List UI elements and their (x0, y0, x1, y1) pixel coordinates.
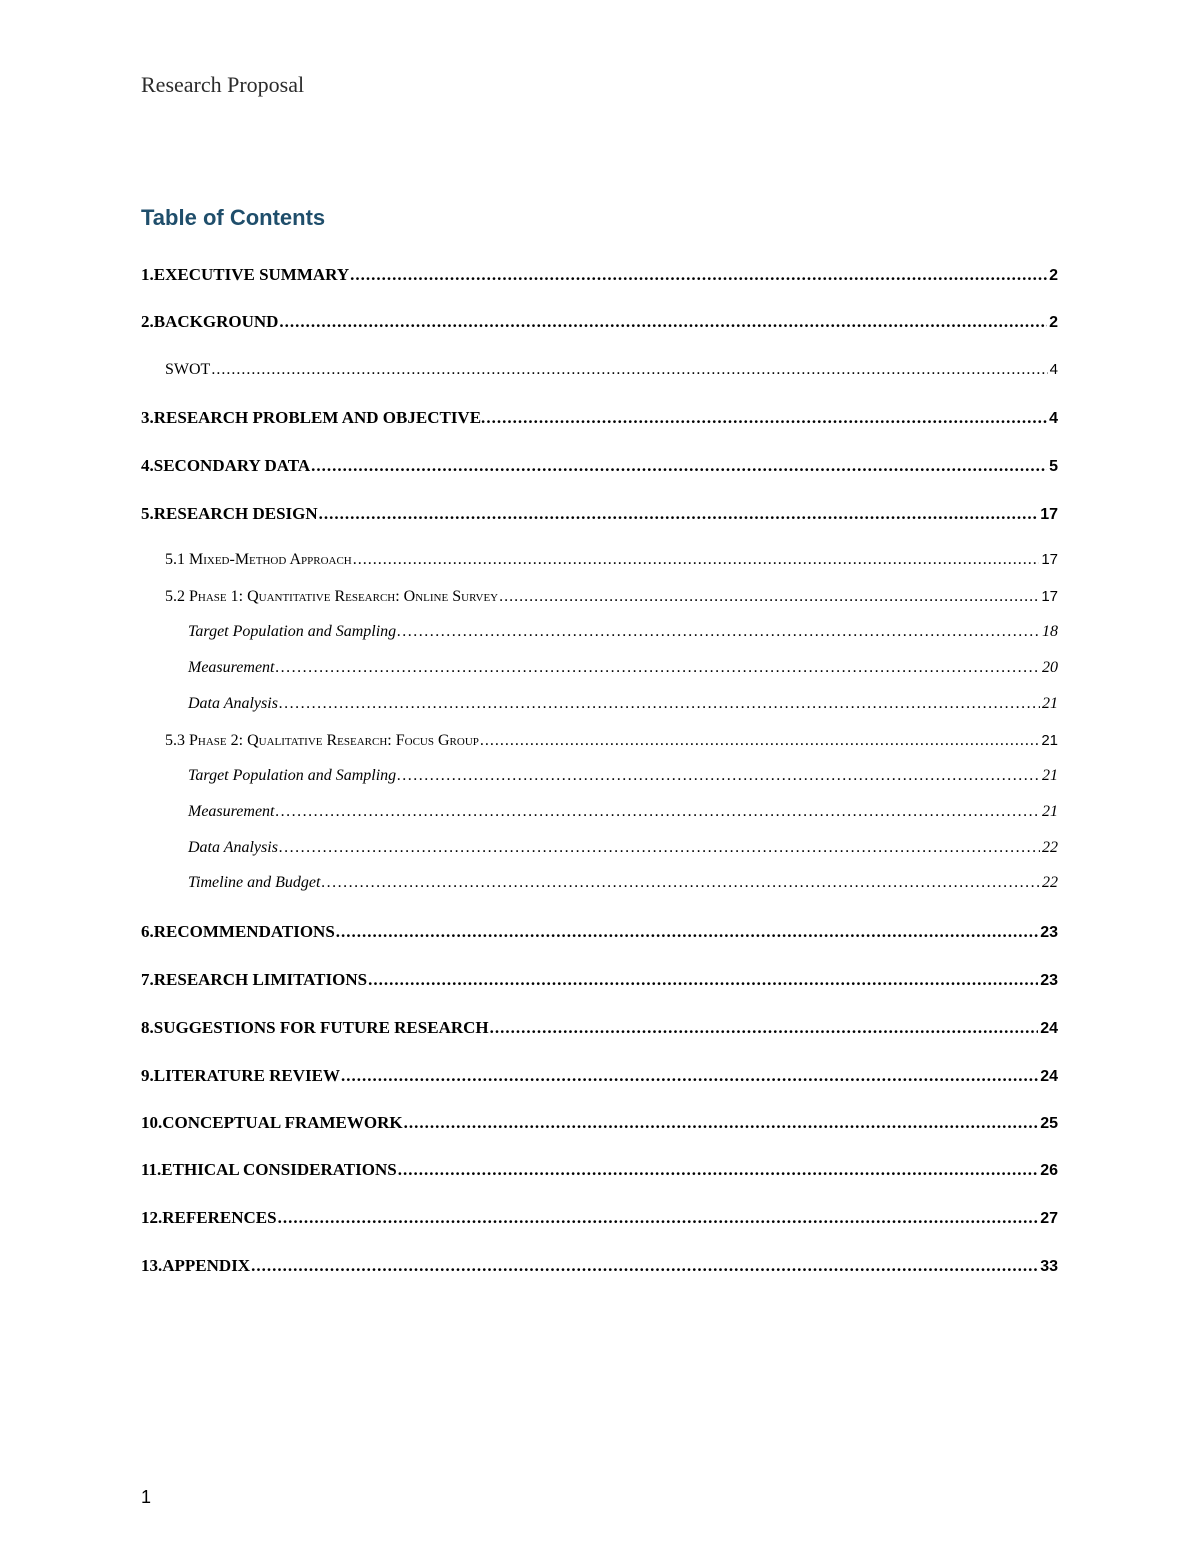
toc-entry-label: 1.EXECUTIVE SUMMARY (141, 265, 350, 284)
toc-entry-page: 22 (1042, 839, 1058, 856)
dot-leader (311, 456, 1047, 476)
toc-entry-page: 21 (1042, 803, 1058, 820)
toc-entry-phase-2[interactable] (165, 732, 1058, 750)
toc-entry-page: 20 (1042, 659, 1058, 676)
toc-entry-swot[interactable] (165, 361, 1058, 379)
toc-entry-page: 4 (1049, 410, 1058, 427)
toc-heading: Table of Contents (141, 205, 326, 230)
document-header: Research Proposal (141, 72, 305, 97)
dot-leader (353, 551, 1040, 569)
toc-entry-label: 9.LITERATURE REVIEW (141, 1066, 341, 1085)
toc-entry-label: Measurement (188, 803, 275, 820)
toc-entry-page: 23 (1040, 924, 1058, 941)
toc-entry-label: Target Population and Sampling (188, 767, 397, 784)
dot-leader (368, 970, 1038, 990)
toc-entry-label: 5.RESEARCH DESIGN (141, 504, 318, 523)
dot-leader (350, 265, 1047, 285)
toc-entry-references[interactable] (141, 1208, 1058, 1228)
toc-entry-label: 5.3 Phase 2: Qualitative Research: Focus Group (165, 732, 479, 749)
dot-leader (490, 1018, 1039, 1038)
toc-entry-label: 4.SECONDARY DATA (141, 456, 311, 475)
toc-entry-executive-summary[interactable] (141, 265, 1058, 285)
toc-entry-conceptual-framework[interactable] (141, 1113, 1058, 1133)
toc-entry-label: Data Analysis (188, 839, 278, 856)
toc-entry-page: 17 (1041, 551, 1058, 568)
toc-entry-page: 33 (1040, 1258, 1058, 1275)
toc-entry-label: Target Population and Sampling (188, 623, 397, 640)
toc-entry-label: 5.2 Phase 1: Quantitative Research: Online Survey (165, 588, 499, 605)
toc-entry-phase2-data-analysis[interactable] (188, 839, 1058, 857)
dot-leader (278, 1208, 1039, 1228)
toc-entry-page: 21 (1041, 732, 1058, 749)
toc-entry-page: 23 (1040, 972, 1058, 989)
dot-leader (397, 767, 1040, 785)
toc-entry-mixed-method[interactable] (165, 551, 1058, 569)
toc-entry-phase1-data-analysis[interactable] (188, 695, 1058, 713)
dot-leader (398, 1160, 1039, 1180)
toc-entry-label: SWOT (165, 361, 211, 378)
toc-entry-page: 18 (1042, 623, 1058, 640)
toc-entry-page: 5 (1049, 458, 1058, 475)
toc-entry-page: 27 (1040, 1210, 1058, 1227)
toc-entry-page: 2 (1049, 267, 1058, 284)
toc-entry-label: Measurement (188, 659, 275, 676)
dot-leader (276, 803, 1041, 821)
dot-leader (480, 732, 1039, 750)
toc-entry-label: 2.BACKGROUND (141, 312, 279, 331)
dot-leader (279, 312, 1047, 332)
dot-leader (279, 839, 1040, 857)
toc-entry-future-research[interactable] (141, 1018, 1058, 1038)
toc-entry-timeline-budget[interactable] (188, 874, 1058, 892)
toc-entry-secondary-data[interactable] (141, 456, 1058, 476)
toc-entry-page: 4 (1049, 361, 1058, 378)
toc-entry-recommendations[interactable] (141, 922, 1058, 942)
dot-leader (486, 408, 1047, 428)
dot-leader (336, 922, 1038, 942)
toc-entry-research-design[interactable] (141, 504, 1058, 524)
dot-leader (319, 504, 1039, 524)
toc-entry-label: Timeline and Budget (188, 874, 321, 891)
toc-entry-page: 25 (1040, 1115, 1058, 1132)
toc-entry-label: 11.ETHICAL CONSIDERATIONS (141, 1160, 397, 1179)
toc-entry-phase1-target-population[interactable] (188, 623, 1058, 641)
toc-entry-label: 5.1 Mixed-Method Approach (165, 551, 352, 568)
toc-entry-background[interactable] (141, 312, 1058, 332)
toc-entry-page: 21 (1042, 767, 1058, 784)
toc-entry-label: 12.REFERENCES (141, 1208, 277, 1227)
dot-leader (321, 874, 1040, 892)
toc-entry-phase2-measurement[interactable] (188, 803, 1058, 821)
toc-entry-phase-1[interactable] (165, 588, 1058, 606)
toc-entry-label: 3.RESEARCH PROBLEM AND OBJECTIVE. (141, 408, 486, 427)
toc-entry-phase2-target-population[interactable] (188, 767, 1058, 785)
toc-entry-research-limitations[interactable] (141, 970, 1058, 990)
toc-entry-label: 13.APPENDIX (141, 1256, 251, 1275)
toc-entry-literature-review[interactable] (141, 1066, 1058, 1086)
toc-entry-label: 7.RESEARCH LIMITATIONS (141, 970, 368, 989)
dot-leader (341, 1066, 1038, 1086)
page-number: 1 (141, 1487, 152, 1507)
toc-entry-page: 24 (1040, 1068, 1058, 1085)
toc-entry-research-problem[interactable] (141, 408, 1058, 428)
dot-leader (397, 623, 1040, 641)
toc-entry-page: 24 (1040, 1020, 1058, 1037)
dot-leader (279, 695, 1040, 713)
toc-entry-appendix[interactable] (141, 1256, 1058, 1276)
toc-entry-label: Data Analysis (188, 695, 278, 712)
dot-leader (276, 659, 1041, 677)
dot-leader (251, 1256, 1038, 1276)
toc-entry-label: 10.CONCEPTUAL FRAMEWORK (141, 1113, 403, 1132)
toc-entry-page: 2 (1049, 314, 1058, 331)
toc-entry-page: 17 (1041, 588, 1058, 605)
dot-leader (499, 588, 1039, 606)
dot-leader (404, 1113, 1039, 1133)
toc-entry-page: 26 (1040, 1162, 1058, 1179)
toc-entry-page: 17 (1040, 506, 1058, 523)
toc-entry-phase1-measurement[interactable] (188, 659, 1058, 677)
toc-entry-ethical-considerations[interactable] (141, 1160, 1058, 1180)
toc-entry-label: 8.SUGGESTIONS FOR FUTURE RESEARCH (141, 1018, 489, 1037)
toc-entry-page: 21 (1042, 695, 1058, 712)
dot-leader (211, 361, 1047, 379)
toc-entry-label: 6.RECOMMENDATIONS (141, 922, 335, 941)
toc-entry-page: 22 (1042, 874, 1058, 891)
